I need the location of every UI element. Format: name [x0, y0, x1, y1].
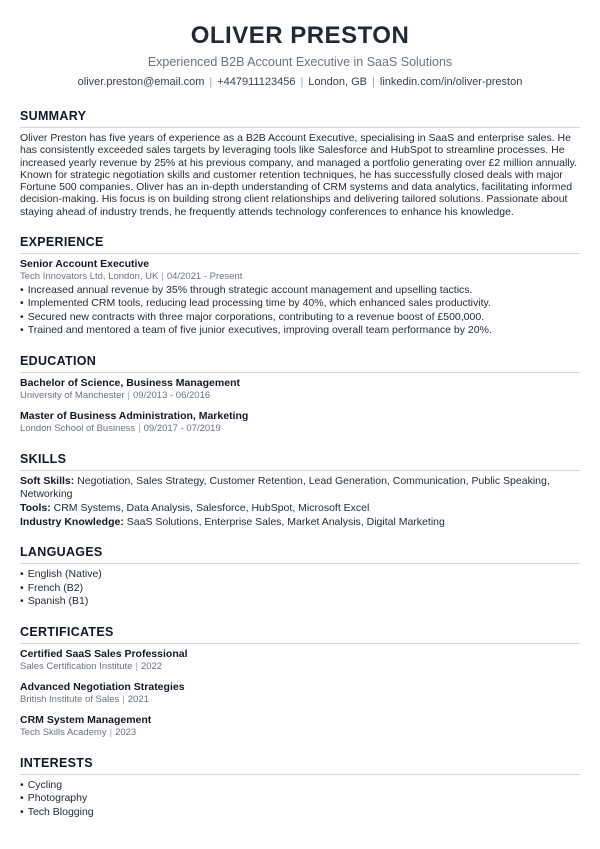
meta-separator: |: [127, 390, 131, 402]
certificate-name: CRM System Management: [20, 714, 152, 727]
section-title-education: EDUCATION: [20, 354, 580, 373]
certificate-year: 2023: [115, 727, 137, 739]
skills-industry-values: SaaS Solutions, Enterprise Sales, Market Analysis, Digital Marketing: [126, 515, 445, 528]
candidate-headline: Experienced B2B Account Executive in SaaS Solutions: [147, 55, 453, 69]
meta-separator: |: [122, 694, 125, 706]
skills-soft-label: Soft Skills:: [20, 475, 75, 488]
education-degree: Bachelor of Science, Business Management: [20, 377, 240, 390]
job-company: Tech Innovators Ltd, London, UK: [20, 271, 159, 283]
education-degree: Master of Business Administration, Marketing: [20, 410, 249, 423]
education-meta: [20, 390, 580, 402]
education-school: University of Manchester: [20, 390, 125, 402]
certificates-section: [20, 625, 580, 739]
section-title-skills: SKILLS: [20, 452, 580, 471]
summary-section: [20, 109, 580, 218]
certificate-year: 2021: [127, 694, 149, 706]
job-role: Senior Account Executive: [20, 258, 150, 271]
list-item: • Implemented CRM tools, reducing lead processing time by 40%, which enhanced sales productivity.: [20, 297, 580, 310]
resume-header: [20, 22, 580, 89]
meta-separator: |: [161, 271, 164, 283]
certificate-meta: [20, 727, 580, 739]
job-dates: 04/2021 - Present: [166, 271, 243, 283]
education-school: London School of Business: [20, 423, 136, 435]
education-meta: [20, 423, 580, 435]
list-item: • English (Native): [20, 568, 580, 581]
contact-location: London, GB: [308, 76, 368, 88]
certificate-issuer: British Institute of Sales: [20, 694, 120, 706]
skills-tools: [20, 502, 580, 515]
skills-industry: [20, 516, 580, 529]
contact-separator: |: [209, 76, 213, 88]
skills-soft: [20, 475, 580, 500]
languages-section: [20, 545, 580, 608]
education-entry: [20, 410, 580, 435]
skills-tools-label: Tools:: [20, 501, 51, 514]
job-entry: [20, 258, 580, 337]
contact-separator: |: [300, 76, 304, 88]
education-section: [20, 354, 580, 435]
contact-line: [20, 75, 580, 89]
certificate-meta: [20, 694, 580, 706]
section-title-interests: INTERESTS: [20, 756, 580, 775]
certificate-meta: [20, 661, 580, 673]
certificate-entry: [20, 714, 580, 739]
contact-email[interactable]: oliver.preston@email.com: [77, 76, 205, 88]
certificate-issuer: Tech Skills Academy: [20, 727, 107, 739]
education-dates: 09/2017 - 07/2019: [143, 423, 221, 435]
list-item: • Tech Blogging: [20, 806, 580, 819]
section-title-summary: SUMMARY: [20, 109, 580, 128]
section-title-languages: LANGUAGES: [20, 545, 580, 564]
experience-section: [20, 235, 580, 337]
certificate-entry: [20, 681, 580, 706]
job-achievements: [20, 284, 580, 337]
interests-list: [20, 779, 580, 819]
meta-separator: |: [109, 727, 113, 739]
list-item: • Spanish (B1): [20, 595, 580, 608]
meta-separator: |: [135, 661, 138, 673]
contact-phone[interactable]: +447911123456: [217, 76, 296, 88]
interests-section: [20, 756, 580, 819]
list-item: • Trained and mentored a team of five junior executives, improving overall team performance by 20%.: [20, 324, 580, 337]
certificate-name: Certified SaaS Sales Professional: [20, 648, 188, 661]
certificate-entry: [20, 648, 580, 673]
languages-list: [20, 568, 580, 608]
certificate-issuer: Sales Certification Institute: [20, 661, 133, 673]
section-title-experience: EXPERIENCE: [20, 235, 580, 254]
certificate-year: 2022: [140, 661, 163, 673]
contact-separator: |: [372, 76, 375, 88]
skills-section: [20, 452, 580, 528]
summary-text: Oliver Preston has five years of experience as a B2B Account Executive, specialising in SaaS and enterprise sales. He has consistently exceeded sales targets by leveraging tools like Salesforce and HubSpot to streamline processes. He increased yearly revenue by 25% at his previous company, and managed a portfolio generating over £2 million annually. Known for strategic negotiation skills and customer retention techniques, he has successfully closed deals with major Fortune 500 companies. Oliver has an in-depth understanding of CRM systems and data analytics, facilitating informed decision-making. His focus is on building strong client relationships and delivering tailored solutions. Passionate about staying ahead of industry trends, he frequently attends technology conferences to enhance his knowledge.: [20, 132, 578, 218]
list-item: • Secured new contracts with three major corporations, contributing to a revenue boost of £500,000.: [20, 311, 580, 324]
meta-separator: |: [138, 423, 141, 435]
certificate-name: Advanced Negotiation Strategies: [20, 681, 185, 694]
skills-soft-values: Negotiation, Sales Strategy, Customer Retention, Lead Generation, Communication, Public Speaking, Networking: [20, 475, 550, 500]
education-entry: [20, 377, 580, 402]
contact-linkedin[interactable]: linkedin.com/in/oliver-preston: [379, 76, 523, 88]
list-item: • French (B2): [20, 582, 580, 595]
candidate-name: OLIVER PRESTON: [190, 22, 410, 49]
list-item: • Photography: [20, 792, 580, 805]
section-title-certificates: CERTIFICATES: [20, 625, 580, 644]
job-meta: [20, 271, 580, 283]
education-dates: 09/2013 - 06/2016: [133, 390, 211, 402]
skills-industry-label: Industry Knowledge:: [20, 515, 124, 528]
list-item: • Cycling: [20, 779, 580, 792]
list-item: • Increased annual revenue by 35% through strategic account management and upselling tactics.: [20, 284, 580, 297]
skills-tools-values: CRM Systems, Data Analysis, Salesforce, HubSpot, Microsoft Excel: [53, 501, 370, 514]
